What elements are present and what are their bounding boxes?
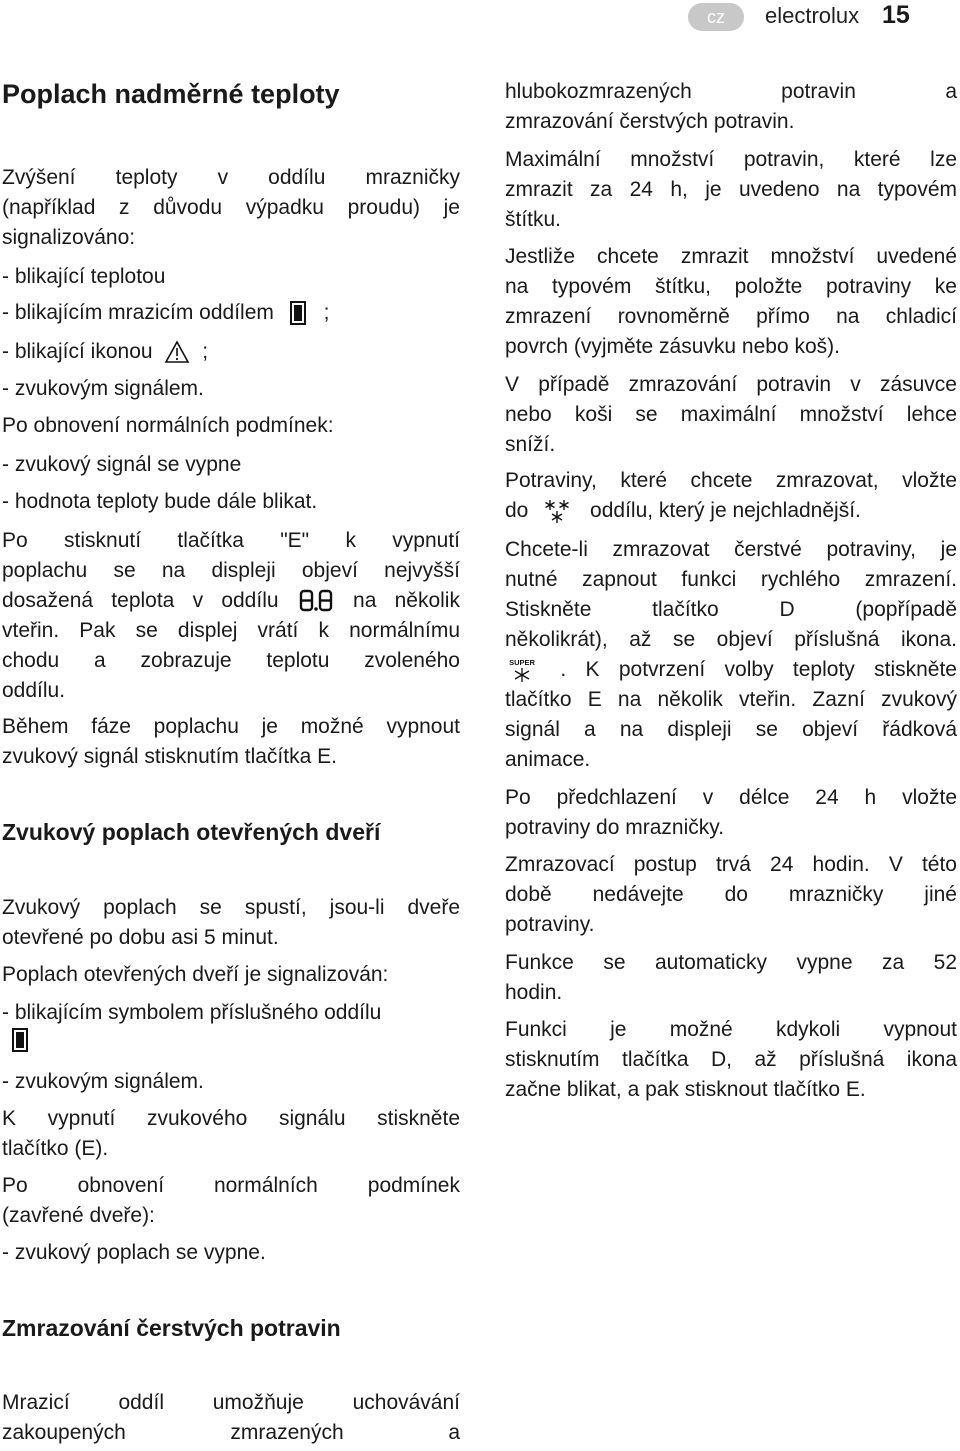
heading-temperature-alarm: Poplach nadměrné teploty: [2, 79, 340, 109]
paragraph-place-food: Jestliže chcete zmrazit množství uvedené na typovém štítku, položte potraviny ke zmrazení rovnoměrně přímo na chladicí povrch (vyjměte zásuvku nebo koš).: [505, 245, 957, 358]
paragraph-turn-off-sound: K vypnutí zvukového signálu stiskněte tlačítko (E).: [2, 1107, 460, 1160]
paragraph-storage: hlubokozmrazených potravin a zmrazování čerstvých potravin.: [505, 80, 957, 133]
list-item-door-sound: - zvukovým signálem.: [2, 1070, 204, 1093]
heading-door-alarm: Zvukový poplach otevřených dveří: [2, 819, 381, 845]
list-item-flash-compartment: - blikajícím mrazicím oddílem ;: [2, 301, 330, 324]
paragraph-manual-off: Funkci je možné kdykoli vypnout stisknutím tlačítka D, až příslušná ikona začne blikat, a pak stisknout tlačítko E.: [505, 1018, 957, 1101]
paragraph-auto-off: Funkce se automaticky vypne za 52 hodin.: [505, 951, 957, 1004]
text-door-signaled: Poplach otevřených dveří je signalizován:: [2, 963, 389, 986]
paragraph-prechill: Po předchlazení v délce 24 h vložte potraviny do mrazničky.: [505, 786, 957, 839]
seven-segment-display-icon: [299, 589, 333, 613]
super-freeze-icon: [505, 657, 539, 683]
freezer-compartment-icon: [12, 1028, 28, 1052]
list-item-flash-temp: - blikající teplotou: [2, 265, 166, 288]
paragraph-freezing-duration: Zmrazovací postup trvá 24 hodin. V této době nedávejte do mrazničky jiné potraviny.: [505, 853, 957, 936]
warning-triangle-icon: [164, 340, 190, 364]
heading-freezing-fresh-food: Zmrazování čerstvých potravin: [2, 1315, 341, 1341]
snowflake-compartment-icon: [542, 497, 572, 525]
list-item-door-symbol: - blikajícím symbolem příslušného oddílu: [2, 1001, 382, 1024]
paragraph-max-quantity: Maximální množství potravin, které lze zmrazit za 24 h, je uvedeno na typovém štítku.: [505, 148, 957, 231]
paragraph-drawer: V případě zmrazování potravin v zásuvce nebo koši se maximální množství lehce sníží.: [505, 373, 957, 456]
text-restore-conditions: Po obnovení normálních podmínek:: [2, 414, 334, 437]
list-item-sound: - zvukovým signálem.: [2, 377, 204, 400]
paragraph-door-alarm: Zvukový poplach se spustí, jsou-li dveře otevřené po dobu asi 5 minut.: [2, 896, 460, 949]
paragraph-temp-rise: Zvýšení teploty v oddílu mrazničky (například z důvodu výpadku proudu) je signalizováno:: [2, 166, 460, 249]
list-item-flash-icon: - blikající ikonou ;: [2, 340, 209, 363]
paragraph-coldest-compartment: Potraviny, které chcete zmrazovat, vložte do oddílu, který je nejchladnější.: [505, 466, 957, 526]
paragraph-fast-freeze: Chcete-li zmrazovat čerstvé potraviny, je nutné zapnout funkci rychlého zmrazení. Stiskněte tlačítko D (popřípadě několikrát), až se objeví příslušná ikona. SUPER . K potvrzení volby teploty stiskněte tlačítko E na několik vteřin. Zazní zvukový signál a na displeji se objeví řádková animace.: [505, 538, 957, 771]
paragraph-alarm-phase: Během fáze poplachu je možné vypnout zvukový signál stisknutím tlačítka E.: [2, 715, 460, 768]
page-header: [660, 0, 960, 40]
language-badge: cz: [688, 3, 744, 31]
paragraph-press-e: Po stisknutí tlačítka "E" k vypnutí poplachu se na displeji objeví nejvyšší dosažená teplota v oddílu na několik vteřin. Pak se displej vrátí k normálnímu chodu a zobrazuje teplotu zvoleného oddílu.: [2, 529, 460, 702]
list-item-sound-off: - zvukový signál se vypne: [2, 453, 242, 476]
svg-text:SUPER: SUPER: [509, 658, 535, 668]
paragraph-freezer-compartment: Mrazicí oddíl umožňuje uchovávání zakoupených zmrazených a: [2, 1391, 460, 1444]
brand-name: electrolux: [765, 3, 860, 28]
list-item-keep-blinking: - hodnota teploty bude dále blikat.: [2, 490, 318, 513]
freezer-compartment-icon: [290, 301, 306, 325]
page-number: 15: [882, 1, 910, 29]
paragraph-door-closed: Po obnovení normálních podmínek (zavřené dveře):: [2, 1174, 460, 1227]
list-item-door-alarm-off: - zvukový poplach se vypne.: [2, 1241, 266, 1264]
